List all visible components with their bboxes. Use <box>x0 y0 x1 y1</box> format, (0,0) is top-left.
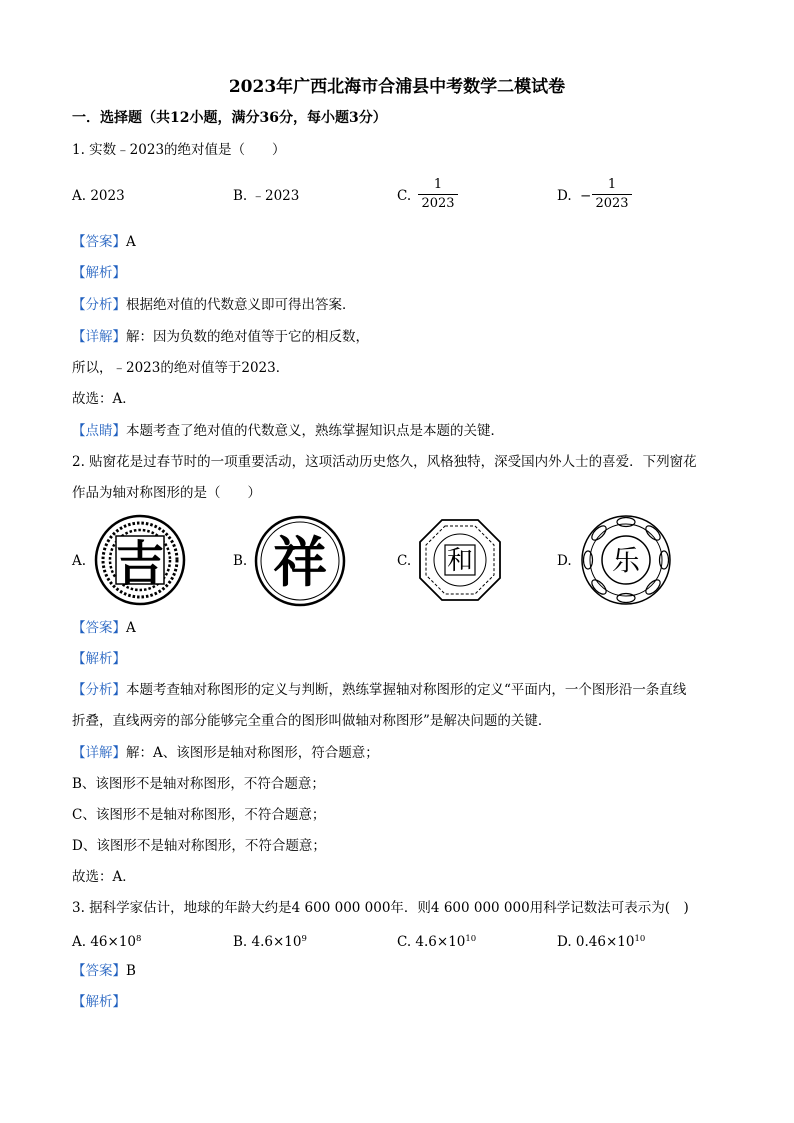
xiangjie-tag: 【详解】 <box>72 329 126 345</box>
xiangjie-text: 解：A、该图形是轴对称图形，符合题意； <box>126 745 379 761</box>
answer-value: B <box>126 963 136 979</box>
fenxi-text: 根据绝对值的代数意义即可得出答案． <box>126 297 356 313</box>
answer-value: A <box>126 620 136 636</box>
q2-choice: 故选：A． <box>72 869 136 885</box>
q2-fenxi-line1 <box>72 680 686 700</box>
q2-stem-line2: 作品为轴对称图形的是（ ） <box>72 485 261 501</box>
fenxi-text: 本题考查轴对称图形的定义与判断，熟练掌握轴对称图形的定义“平面内，一个图形沿一条直线 <box>126 682 687 698</box>
window-flower-he-image <box>418 518 502 602</box>
window-flower-ji-image <box>94 514 186 606</box>
q3-option-c <box>397 929 476 952</box>
q3-analysis-tag: 【解析】 <box>72 994 126 1010</box>
answer-tag: 【答案】 <box>72 620 126 636</box>
q1-xiangjie <box>72 327 369 347</box>
page-title: 2023年广西北海市合浦县中考数学二模试卷 <box>228 77 566 97</box>
q2-option-a-label: A. <box>72 553 87 569</box>
window-flower-he-char: 和 <box>446 546 474 576</box>
answer-value: A <box>126 234 136 250</box>
q1-option-c-label: C. <box>397 188 412 204</box>
dianjing-text: 本题考查了绝对值的代数意义，熟练掌握知识点是本题的关键． <box>126 423 504 439</box>
q1-option-d-fraction <box>592 176 632 213</box>
q1-option-c-numerator: 1 <box>418 176 458 195</box>
q3-answer <box>72 961 136 981</box>
q3-option-d-base: D. 0.46×10 <box>557 934 635 950</box>
q1-option-c-denominator: 2023 <box>421 196 455 211</box>
q2-option-c-label: C. <box>397 553 412 569</box>
q3-option-d-exp: 10 <box>634 934 646 944</box>
q1-dianjing <box>72 421 504 441</box>
q1-line2: 所以，﹣2023的绝对值等于2023． <box>72 360 290 376</box>
q1-option-c-fraction <box>418 176 458 213</box>
answer-tag: 【答案】 <box>72 963 126 979</box>
q1-answer <box>72 232 136 252</box>
q3-option-c-base: C. 4.6×10 <box>397 934 466 950</box>
q2-answer <box>72 618 136 638</box>
q2-xiangjie <box>72 743 379 763</box>
q1-choice: 故选：A． <box>72 391 136 407</box>
window-flower-ji-char: 吉 <box>115 536 165 592</box>
q1-fenxi <box>72 295 356 315</box>
q3-option-a-base: A. 46×10 <box>72 934 136 950</box>
q3-option-b <box>233 929 307 952</box>
q2-stem-line1: 2. 贴窗花是过春节时的一项重要活动，这项活动历史悠久，风格独特，深受国内外人士的喜爱．下列窗花 <box>72 454 697 470</box>
q2-line-b: B、该图形不是轴对称图形，不符合题意； <box>72 776 325 792</box>
window-flower-le-image <box>580 514 672 606</box>
q2-option-b-label: B. <box>233 553 248 569</box>
xiangjie-text: 解：因为负数的绝对值等于它的相反数， <box>126 329 369 345</box>
q1-option-d-sign: − <box>580 188 592 204</box>
window-flower-xiang-image <box>254 515 346 607</box>
window-flower-xiang-char: 祥 <box>273 531 327 594</box>
q1-option-a: A. 2023 <box>72 188 125 204</box>
q2-line-d: D、该图形不是轴对称图形，不符合题意； <box>72 838 326 854</box>
window-flower-le-char: 乐 <box>611 544 641 577</box>
q3-option-c-exp: 10 <box>465 934 477 944</box>
q1-option-d-denominator: 2023 <box>595 196 629 211</box>
q3-option-b-exp: 9 <box>301 934 307 944</box>
answer-tag: 【答案】 <box>72 234 126 250</box>
fenxi-tag: 【分析】 <box>72 297 126 313</box>
xiangjie-tag: 【详解】 <box>72 745 126 761</box>
q3-stem: 3. 据科学家估计，地球的年龄大约是4 600 000 000年．则4 600 000 000用科学记数法可表示为( ) <box>72 900 689 916</box>
q3-option-a <box>72 929 141 952</box>
q2-line-c: C、该图形不是轴对称图形，不符合题意； <box>72 807 326 823</box>
q1-stem: 1. 实数﹣2023的绝对值是（ ） <box>72 142 286 158</box>
q1-option-d-numerator: 1 <box>592 176 632 195</box>
dianjing-tag: 【点睛】 <box>72 423 126 439</box>
q1-option-d-label: D. <box>557 188 572 204</box>
q3-option-a-exp: 8 <box>136 934 142 944</box>
q1-analysis-tag: 【解析】 <box>72 265 126 281</box>
q2-option-d-label: D. <box>557 553 572 569</box>
fenxi-tag: 【分析】 <box>72 682 126 698</box>
q3-option-b-base: B. 4.6×10 <box>233 934 302 950</box>
q3-option-d <box>557 929 645 952</box>
q2-fenxi-line2: 折叠，直线两旁的部分能够完全重合的图形叫做轴对称图形”是解决问题的关键． <box>72 713 552 729</box>
q2-analysis-tag: 【解析】 <box>72 651 126 667</box>
q1-option-b: B. ﹣2023 <box>233 188 300 204</box>
section-heading: 一．选择题（共12小题，满分36分，每小题3分） <box>72 110 387 126</box>
